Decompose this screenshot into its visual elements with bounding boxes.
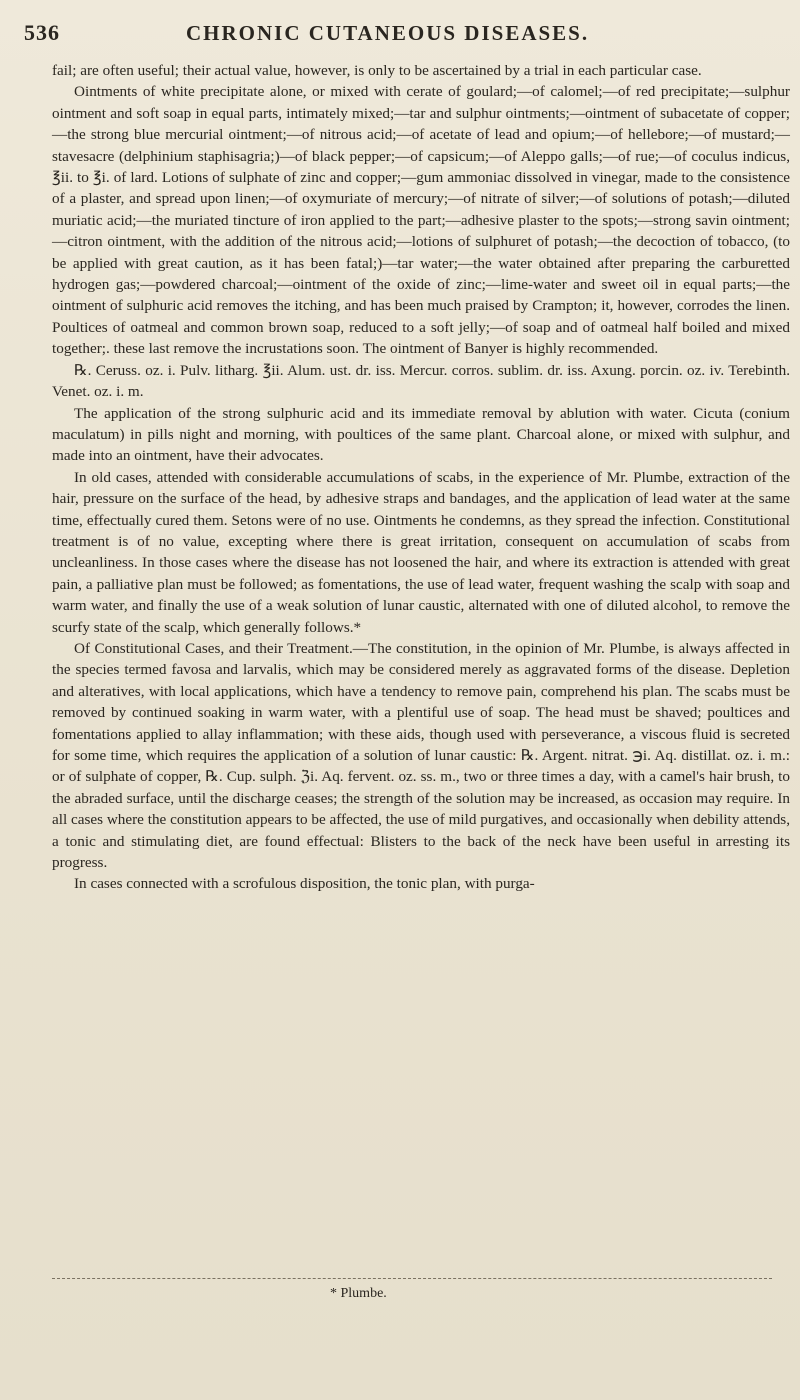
footnote: * Plumbe. — [330, 1286, 387, 1301]
running-head: CHRONIC CUTANEOUS DISEASES. — [186, 20, 590, 45]
paragraph-scrofulous: In cases connected with a scrofulous disposition, the tonic plan, with purga- — [74, 875, 535, 893]
page-number: 536 — [24, 20, 60, 45]
paragraph-constitutional-cases: Of Constitutional Cases, and their Treatment.—The constitution, in the opinion of Mr. Plumbe, is always affected in the species termed favosa and larvalis, which may be considered merely as aggravated forms of the disease. Depletion and alteratives, with local applications, which have a tendency to remove pain, comprehend his plan. The scabs must be removed by continued soaking in warm water, with a plentiful use of soap. The head must be shaved; poultices and fomentations applied to allay inflammation; with these aids, though used with perseverance, a viscous fluid is secreted for some time, which requires the application of a solution of lunar caustic: ℞. Argent. nitrat. ℈i. Aq. distillat. oz. i. m.: or of sulphate of copper, ℞. Cup. sulph. ℨi. Aq. fervent. oz. ss. m., two or three times a day, with a camel's hair brush, to the abraded surface, until the discharge ceases; the strength of the solution may be increased, as occasion may require. In all cases where the constitution appears to be affected, the use of mild purgatives, and occasionally when debility attends, a tonic and stimulating diet, are found effectual: Blisters to the back of the neck have been useful in arresting its progress. — [52, 639, 790, 872]
page-header — [24, 18, 760, 48]
page-body — [52, 60, 790, 895]
paragraph-old-cases: In old cases, attended with considerable accumulations of scabs, in the experience of Mr. Plumbe, extraction of the hair, pressure on the surface of the head, by adhesive straps and bandages, and the application of lead water at the same time, effectually cured them. Setons were of no use. Ointments he condemns, as they spread the infection. Constitutional treatment is of no value, excepting where there is great irritation, consequent on accumulation of scabs from uncleanliness. In those cases where the disease has not loosened the hair, and where its extraction is attended with great pain, a palliative plan must be followed; as fomentations, the use of lead water, frequent washing the scalp with soap and warm water, and finally the use of a weak solution of lunar caustic, alternated with one of diluted alcohol, to remove the scurfy state of the scalp, which generally follows.* — [52, 468, 790, 636]
paragraph-prescription: ℞. Ceruss. oz. i. Pulv. litharg. ℥ii. Alum. ust. dr. iss. Mercur. corros. sublim. dr. iss. Axung. porcin. oz. iv. Terebinth. Venet. oz. i. m. — [52, 361, 790, 401]
paragraph-1: fail; are often useful; their actual value, however, is only to be ascertained by a trial in each particular case. — [52, 62, 702, 79]
footnote-rule — [52, 1278, 772, 1279]
paragraph-ointments: Ointments of white precipitate alone, or mixed with cerate of goulard;—of calomel;—of red precipitate;—sulphur ointment and soft soap in equal parts, intimately mixed;—tar and sulphur ointments;—ointment of subacetate of copper;—the strong blue mercurial ointment;—of nitrous acid;—of acetate of lead and opium;—of hellebore;—of mustard;—stavesacre (delphinium staphisagria;)—of black pepper;—of capsicum;—of Aleppo galls;—of rue;—of coculus indicus, ℥ii. to ℥i. of lard. Lotions of sulphate of zinc and copper;—gum ammoniac dissolved in vinegar, made to the consistence of a plaster, and spread upon linen;—of oxymuriate of mercury;—of nitrate of silver;—of solutions of potash;—diluted muriatic acid;—the muriated tincture of iron applied to the part;—adhesive plaster to the spots;—strong savin ointment;—citron ointment, with the addition of the nitrous acid;—lotions of sulphuret of potash;—the decoction of tobacco, (to be applied with great caution, as it has been fatal;)—tar water;—the water obtained after preparing the carburetted hydrogen gas;—powdered charcoal;—ointment of the oxide of zinc;—lime-water and sweet oil in equal parts;—the ointment of sulphuric acid removes the itching, and has been much praised by Crampton; it, however, corrodes the linen. Poultices of oatmeal and common brown soap, reduced to a soft jelly;—of soap and of oatmeal half boiled and mixed together;. these last remove the incrustations soon. The ointment of Banyer is highly recommended. — [52, 83, 790, 358]
paragraph-sulphuric-acid: The application of the strong sulphuric acid and its immediate removal by ablution with water. Cicuta (conium maculatum) in pills night and morning, with poultices of the same plant. Charcoal alone, or mixed with sulphur, and made into an ointment, have their advocates. — [52, 404, 790, 465]
